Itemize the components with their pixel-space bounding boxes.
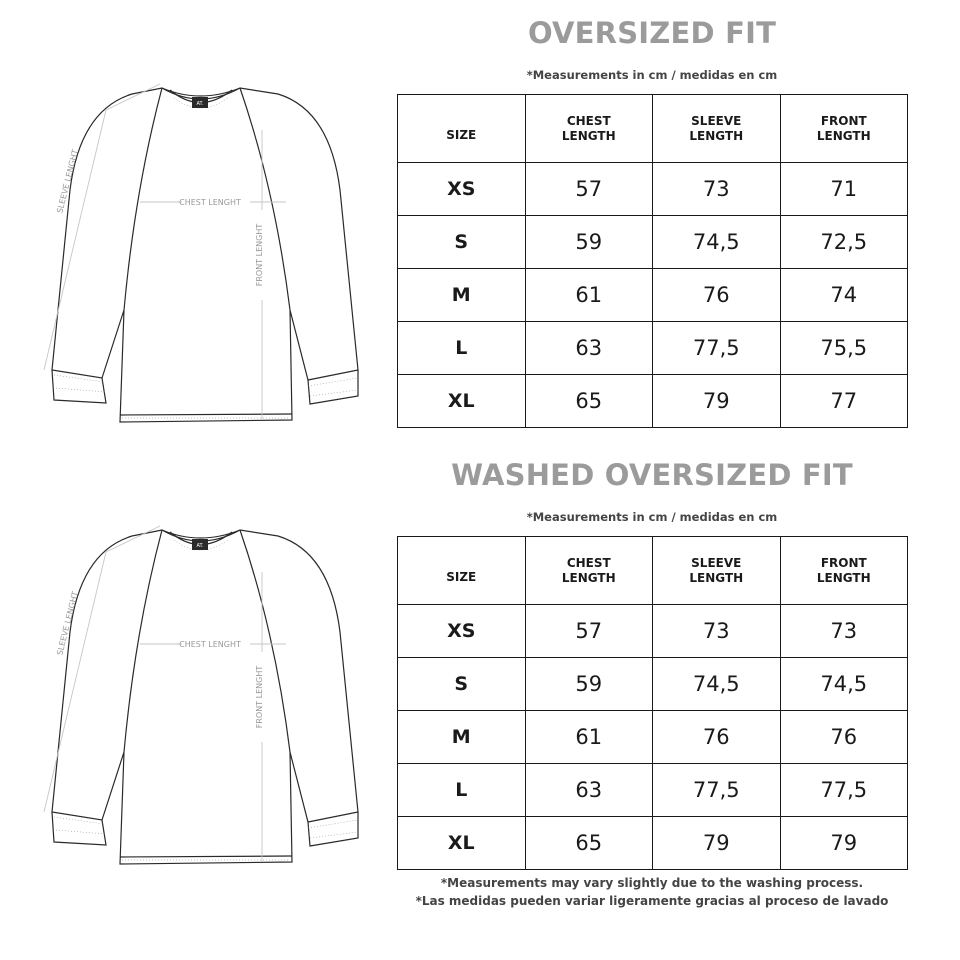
table-row bbox=[398, 375, 908, 428]
front-length-label: FRONT LENGHT bbox=[255, 665, 264, 729]
size-header: SIZE bbox=[398, 537, 526, 605]
table-row bbox=[398, 269, 908, 322]
size-cell: L bbox=[398, 764, 526, 817]
sleeve-length-label: SLEEVE LENGHT bbox=[55, 590, 80, 657]
front-cell: 74 bbox=[780, 269, 908, 322]
table-row bbox=[398, 711, 908, 764]
sleeve-length-header: SLEEVE LENGTH bbox=[653, 537, 781, 605]
section-title: OVERSIZED FIT bbox=[527, 16, 777, 50]
front-length-header: FRONT LENGTH bbox=[780, 537, 908, 605]
measurement-note: *Measurements in cm / medidas en cm bbox=[526, 510, 778, 524]
chest-cell: 59 bbox=[525, 216, 653, 269]
size-cell: XS bbox=[398, 163, 526, 216]
sleeve-cell: 79 bbox=[653, 375, 781, 428]
front-cell: 73 bbox=[780, 605, 908, 658]
chest-cell: 65 bbox=[525, 817, 653, 870]
size-cell: M bbox=[398, 711, 526, 764]
footnote-spanish: *Las medidas pueden variar ligeramente gracias al proceso de lavado bbox=[415, 894, 889, 908]
chest-cell: 63 bbox=[525, 764, 653, 817]
garment-tag: AT. bbox=[196, 543, 204, 549]
measurement-note: *Measurements in cm / medidas en cm bbox=[526, 68, 778, 82]
sleeve-length-header: SLEEVE LENGTH bbox=[653, 95, 781, 163]
chest-length-label: CHEST LENGHT bbox=[179, 640, 241, 649]
front-cell: 77 bbox=[780, 375, 908, 428]
front-cell: 75,5 bbox=[780, 322, 908, 375]
size-cell: XL bbox=[398, 817, 526, 870]
size-cell: S bbox=[398, 216, 526, 269]
sleeve-cell: 73 bbox=[653, 163, 781, 216]
chest-cell: 65 bbox=[525, 375, 653, 428]
front-cell: 79 bbox=[780, 817, 908, 870]
size-table bbox=[397, 536, 908, 870]
front-cell: 74,5 bbox=[780, 658, 908, 711]
chest-cell: 61 bbox=[525, 269, 653, 322]
front-cell: 76 bbox=[780, 711, 908, 764]
table-row bbox=[398, 216, 908, 269]
sweatshirt-diagram bbox=[40, 70, 370, 430]
sleeve-cell: 77,5 bbox=[653, 322, 781, 375]
footnotes bbox=[397, 874, 907, 910]
chest-cell: 59 bbox=[525, 658, 653, 711]
size-cell: XL bbox=[398, 375, 526, 428]
sweatshirt-diagram bbox=[40, 512, 370, 872]
chest-cell: 57 bbox=[525, 163, 653, 216]
sleeve-cell: 79 bbox=[653, 817, 781, 870]
table-row bbox=[398, 658, 908, 711]
size-table bbox=[397, 94, 908, 428]
front-length-header: FRONT LENGTH bbox=[780, 95, 908, 163]
chest-cell: 63 bbox=[525, 322, 653, 375]
chest-length-header: CHEST LENGTH bbox=[525, 537, 653, 605]
front-length-label: FRONT LENGHT bbox=[255, 223, 264, 287]
front-cell: 72,5 bbox=[780, 216, 908, 269]
table-row bbox=[398, 605, 908, 658]
table-row bbox=[398, 163, 908, 216]
table-row bbox=[398, 817, 908, 870]
sleeve-cell: 76 bbox=[653, 711, 781, 764]
table-header-row bbox=[398, 537, 908, 605]
size-cell: S bbox=[398, 658, 526, 711]
size-cell: M bbox=[398, 269, 526, 322]
front-cell: 71 bbox=[780, 163, 908, 216]
table-header-row bbox=[398, 95, 908, 163]
table-row bbox=[398, 322, 908, 375]
chest-length-header: CHEST LENGTH bbox=[525, 95, 653, 163]
size-cell: XS bbox=[398, 605, 526, 658]
sleeve-length-label: SLEEVE LENGHT bbox=[55, 148, 80, 215]
size-header: SIZE bbox=[398, 95, 526, 163]
garment-tag: AT. bbox=[196, 101, 204, 107]
chest-cell: 61 bbox=[525, 711, 653, 764]
sleeve-cell: 73 bbox=[653, 605, 781, 658]
sleeve-cell: 76 bbox=[653, 269, 781, 322]
section-title: WASHED OVERSIZED FIT bbox=[451, 458, 853, 492]
sleeve-cell: 77,5 bbox=[653, 764, 781, 817]
chest-cell: 57 bbox=[525, 605, 653, 658]
sleeve-cell: 74,5 bbox=[653, 658, 781, 711]
footnote-english: *Measurements may vary slightly due to the washing process. bbox=[440, 876, 864, 890]
sleeve-cell: 74,5 bbox=[653, 216, 781, 269]
chest-length-label: CHEST LENGHT bbox=[179, 198, 241, 207]
size-cell: L bbox=[398, 322, 526, 375]
table-row bbox=[398, 764, 908, 817]
front-cell: 77,5 bbox=[780, 764, 908, 817]
